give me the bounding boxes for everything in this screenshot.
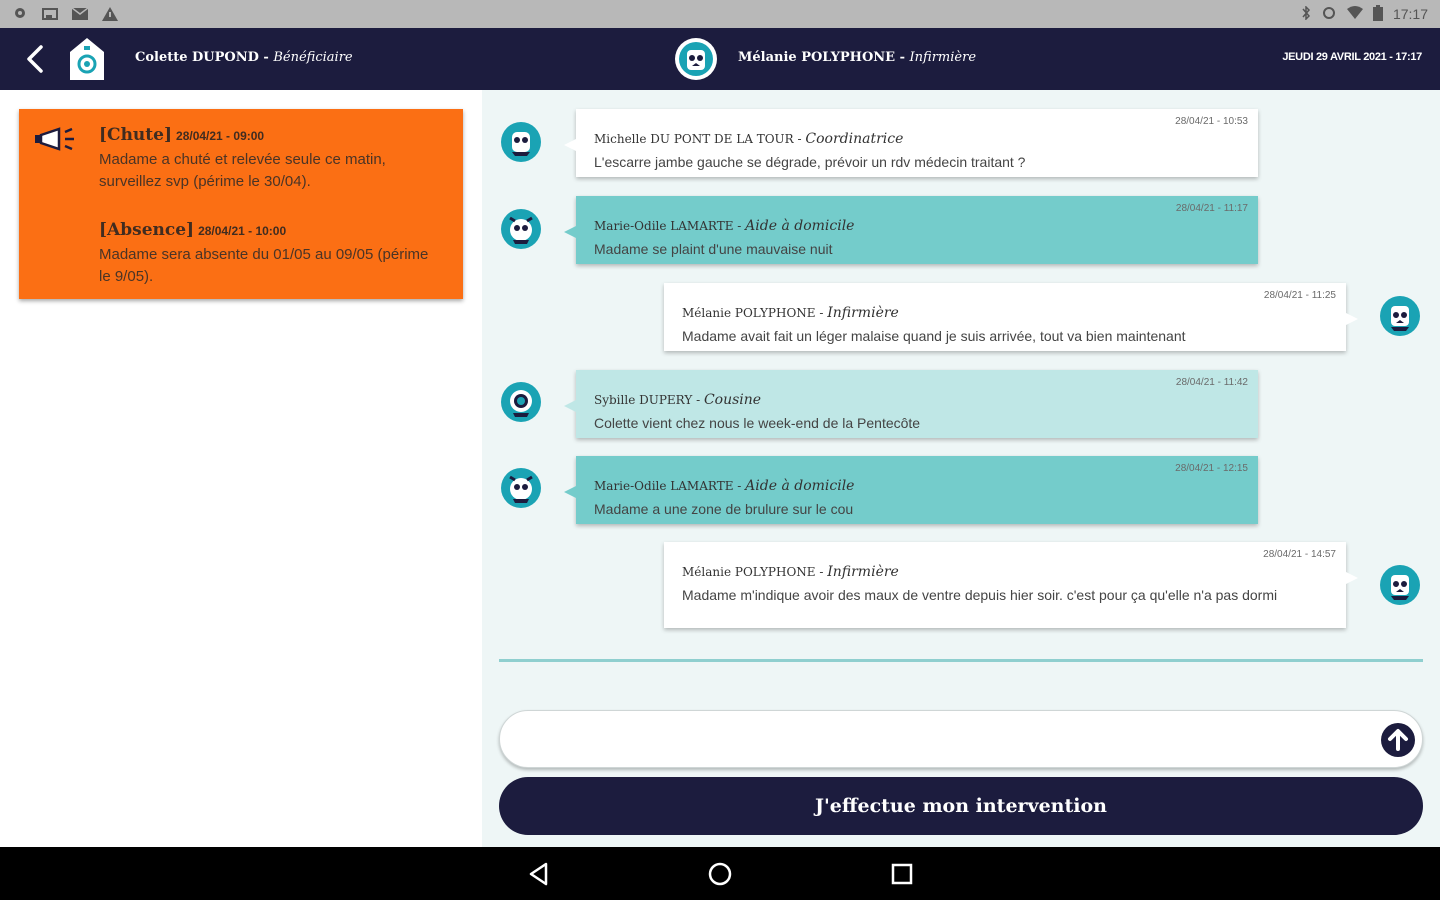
- message-author: Marie-Odile LAMARTE - Aide à domicile: [594, 478, 855, 494]
- warning-icon: [102, 7, 118, 21]
- nurse-avatar-icon: [1379, 295, 1421, 337]
- message-text: L'escarre jambe gauche se dégrade, prévoir un rdv médecin traitant ?: [594, 154, 1026, 170]
- message-time: 28/04/21 - 10:53: [1175, 116, 1248, 127]
- megaphone-icon: [35, 127, 79, 151]
- alert-timestamp: 28/04/21 - 10:00: [198, 224, 287, 238]
- app-header: [0, 28, 1440, 90]
- circle-home-icon: [707, 861, 733, 887]
- android-status-bar: [0, 0, 1440, 28]
- user-avatar[interactable]: [674, 37, 718, 81]
- nurse-avatar-icon: [1379, 564, 1421, 606]
- message-text: Madame se plaint d'une mauvaise nuit: [594, 241, 833, 257]
- back-button[interactable]: [20, 42, 50, 76]
- message-author: Marie-Odile LAMARTE - Aide à domicile: [594, 218, 855, 234]
- chevron-left-icon: [25, 44, 45, 74]
- start-intervention-button[interactable]: J'effectue mon intervention: [499, 777, 1423, 835]
- message-card-own: [664, 283, 1346, 351]
- message-author: Michelle DU PONT DE LA TOUR - Coordinatrice: [594, 131, 904, 147]
- messages-panel: [482, 90, 1440, 847]
- nav-back-button[interactable]: [526, 861, 552, 887]
- arrow-up-icon: [1380, 722, 1416, 758]
- divider: [499, 659, 1423, 662]
- send-button[interactable]: [1380, 722, 1416, 758]
- rotation-lock-icon: [1321, 6, 1337, 23]
- message-author: Mélanie POLYPHONE - Infirmière: [682, 564, 899, 580]
- alert-item: [99, 125, 444, 193]
- alert-text: Madame a chuté et relevée seule ce matin, surveillez svp (périme le 30/04).: [99, 151, 386, 190]
- bluetooth-icon: [1301, 6, 1311, 23]
- message-time: 28/04/21 - 11:42: [1175, 377, 1248, 388]
- message-card-own: [664, 542, 1346, 628]
- android-nav-bar: [0, 847, 1440, 900]
- message-composer: [499, 710, 1423, 768]
- nav-recents-button[interactable]: [889, 861, 915, 887]
- message-card: [576, 109, 1258, 177]
- coordinator-avatar-icon: [500, 121, 542, 163]
- battery-icon: [1373, 5, 1383, 24]
- message-time: 28/04/21 - 11:25: [1263, 290, 1336, 301]
- triangle-back-icon: [526, 861, 552, 887]
- mail-icon: [72, 7, 88, 21]
- wifi-icon: [1347, 6, 1363, 23]
- alerts-panel: [0, 90, 482, 847]
- nav-home-button[interactable]: [707, 861, 733, 887]
- alert-timestamp: 28/04/21 - 09:00: [176, 129, 265, 143]
- status-time: 17:17: [1392, 6, 1428, 22]
- alert-tag: [Absence]: [99, 220, 195, 240]
- beneficiary-role: Bénéficiaire: [273, 50, 353, 65]
- home-aide-avatar-icon: [500, 208, 542, 250]
- screenshot-icon: [42, 7, 58, 21]
- current-user-role: Infirmière: [909, 50, 977, 65]
- message-author: Sybille DUPERY - Cousine: [594, 392, 762, 408]
- message-text: Madame avait fait un léger malaise quand je suis arrivée, tout va bien maintenant: [682, 328, 1186, 344]
- message-time: 28/04/21 - 14:57: [1263, 549, 1336, 560]
- message-time: 28/04/21 - 11:17: [1175, 203, 1248, 214]
- current-user-label: Mélanie POLYPHONE - Infirmière: [738, 50, 977, 65]
- square-recents-icon: [889, 861, 915, 887]
- message-time: 28/04/21 - 12:15: [1175, 463, 1248, 474]
- header-datetime: JEUDI 29 AVRIL 2021 - 17:17: [1282, 51, 1422, 63]
- beneficiary-label: Colette DUPOND - Bénéficiaire: [135, 50, 353, 65]
- message-text: Madame m'indique avoir des maux de ventre depuis hier soir. c'est pour ça qu'elle n'a pas dormi: [682, 587, 1278, 603]
- message-card: [576, 196, 1258, 264]
- message-text: Madame a une zone de brulure sur le cou: [594, 501, 854, 517]
- alert-tag: [Chute]: [99, 125, 173, 145]
- location-icon: [12, 7, 28, 21]
- alert-item: [99, 220, 444, 288]
- beneficiary-name: Colette DUPOND: [135, 50, 259, 65]
- home-logo-icon[interactable]: [66, 36, 108, 82]
- home-aide-avatar-icon: [500, 467, 542, 509]
- family-avatar-icon: [500, 381, 542, 423]
- message-card: [576, 456, 1258, 524]
- alert-text: Madame sera absente du 01/05 au 09/05 (périme le 9/05).: [99, 246, 429, 285]
- alert-card[interactable]: [19, 109, 463, 299]
- message-author: Mélanie POLYPHONE - Infirmière: [682, 305, 899, 321]
- message-input[interactable]: [520, 721, 1360, 757]
- current-user-name: Mélanie POLYPHONE: [738, 50, 896, 65]
- message-text: Colette vient chez nous le week-end de la Pentecôte: [594, 415, 921, 431]
- message-card: [576, 370, 1258, 438]
